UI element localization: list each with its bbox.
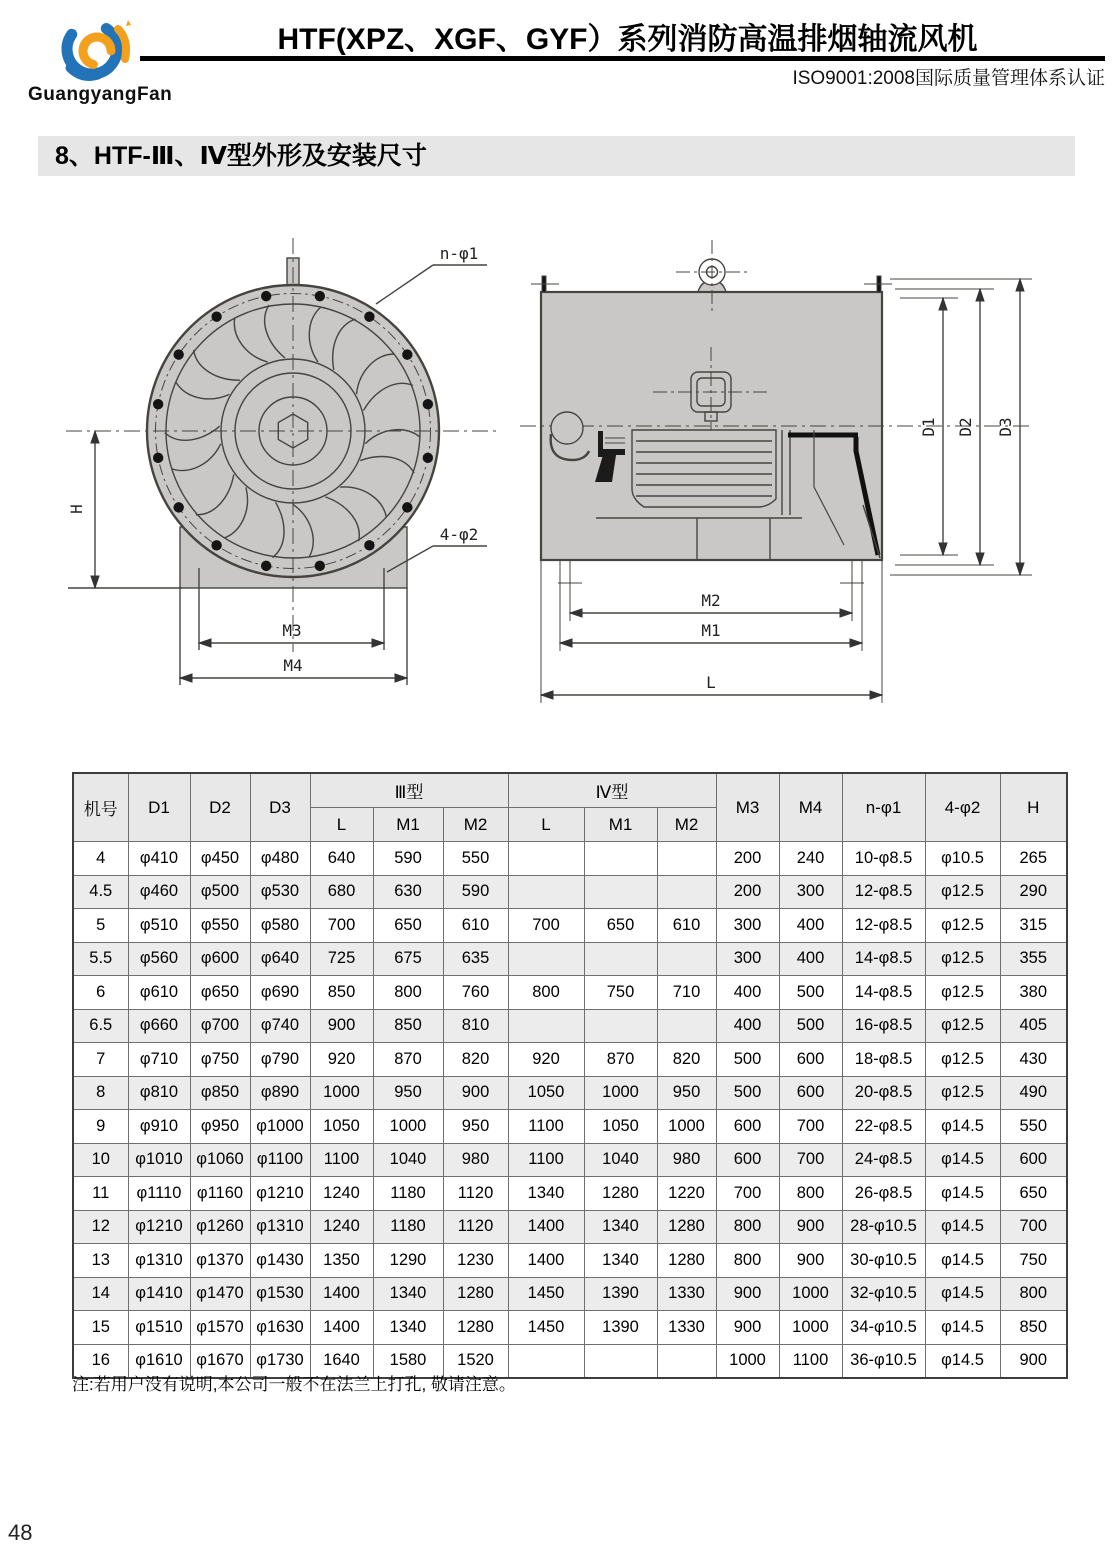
table-cell: 800: [373, 976, 443, 1010]
table-cell: 265: [1000, 842, 1067, 876]
table-cell: φ1470: [190, 1277, 250, 1311]
table-cell: 1280: [584, 1177, 657, 1211]
table-cell: 26-φ8.5: [842, 1177, 925, 1211]
table-cell: 900: [779, 1244, 842, 1278]
table-cell: 300: [716, 909, 779, 943]
table-cell: 9: [73, 1110, 128, 1144]
col-header-n-phi1: n-φ1: [842, 773, 925, 842]
table-cell: 1000: [373, 1110, 443, 1144]
table-cell: φ10.5: [925, 842, 1000, 876]
table-cell: 1050: [508, 1076, 584, 1110]
table-cell: 610: [443, 909, 508, 943]
table-row: [73, 1143, 1067, 1177]
table-cell: φ1570: [190, 1311, 250, 1345]
table-cell: [508, 875, 584, 909]
table-cell: 700: [1000, 1210, 1067, 1244]
table-cell: 820: [657, 1043, 716, 1077]
table-cell: 1180: [373, 1210, 443, 1244]
table-cell: φ1610: [128, 1344, 190, 1378]
table-cell: 500: [779, 1009, 842, 1043]
table-cell: 820: [443, 1043, 508, 1077]
table-cell: φ1630: [250, 1311, 310, 1345]
table-cell: 400: [779, 909, 842, 943]
table-cell: φ1430: [250, 1244, 310, 1278]
table-cell: 600: [1000, 1143, 1067, 1177]
table-cell: 700: [779, 1143, 842, 1177]
table-cell: 1390: [584, 1277, 657, 1311]
table-cell: 1120: [443, 1210, 508, 1244]
table-cell: φ1730: [250, 1344, 310, 1378]
table-cell: [584, 942, 657, 976]
table-cell: 5.5: [73, 942, 128, 976]
table-row: [73, 1210, 1067, 1244]
dim-label-m4: M4: [283, 656, 303, 675]
table-cell: φ1410: [128, 1277, 190, 1311]
col-header-type3: Ⅲ型: [310, 773, 508, 808]
table-cell: 700: [508, 909, 584, 943]
table-cell: 870: [584, 1043, 657, 1077]
table-cell: φ1310: [250, 1210, 310, 1244]
table-cell: 900: [310, 1009, 373, 1043]
col-header-l-type4: L: [508, 808, 584, 842]
table-cell: 1280: [443, 1277, 508, 1311]
table-cell: 870: [373, 1043, 443, 1077]
col-header-m2-type3: M2: [443, 808, 508, 842]
table-cell: 550: [443, 842, 508, 876]
table-row: [73, 1076, 1067, 1110]
table-cell: φ460: [128, 875, 190, 909]
table-cell: φ950: [190, 1110, 250, 1144]
table-cell: 24-φ8.5: [842, 1143, 925, 1177]
table-cell: 1400: [508, 1210, 584, 1244]
table-cell: [657, 1009, 716, 1043]
table-cell: [584, 842, 657, 876]
table-cell: 1100: [508, 1143, 584, 1177]
table-cell: 800: [716, 1244, 779, 1278]
table-cell: φ1110: [128, 1177, 190, 1211]
table-cell: φ710: [128, 1043, 190, 1077]
table-row: [73, 1244, 1067, 1278]
table-cell: 20-φ8.5: [842, 1076, 925, 1110]
table-cell: 1240: [310, 1177, 373, 1211]
table-cell: 34-φ10.5: [842, 1311, 925, 1345]
table-cell: 14: [73, 1277, 128, 1311]
table-cell: 1040: [584, 1143, 657, 1177]
table-cell: 675: [373, 942, 443, 976]
table-cell: 300: [716, 942, 779, 976]
table-cell: φ14.5: [925, 1244, 1000, 1278]
table-cell: 12-φ8.5: [842, 875, 925, 909]
col-header-m2-type4: M2: [657, 808, 716, 842]
table-cell: 30-φ10.5: [842, 1244, 925, 1278]
table-cell: φ510: [128, 909, 190, 943]
table-cell: 1280: [443, 1311, 508, 1345]
table-cell: φ530: [250, 875, 310, 909]
dim-label-d3: D3: [996, 417, 1015, 437]
table-cell: 1000: [584, 1076, 657, 1110]
section-title-bar: [38, 136, 1075, 176]
table-cell: 1280: [657, 1244, 716, 1278]
table-cell: 1240: [310, 1210, 373, 1244]
table-cell: 700: [310, 909, 373, 943]
table-cell: 950: [373, 1076, 443, 1110]
motor: [632, 430, 776, 507]
table-cell: 16-φ8.5: [842, 1009, 925, 1043]
table-cell: 1400: [310, 1277, 373, 1311]
table-cell: φ1510: [128, 1311, 190, 1345]
table-cell: 900: [716, 1311, 779, 1345]
table-cell: φ1160: [190, 1177, 250, 1211]
table-cell: φ610: [128, 976, 190, 1010]
dim-label-l: L: [706, 673, 716, 692]
table-cell: 980: [443, 1143, 508, 1177]
table-cell: 1100: [310, 1143, 373, 1177]
table-cell: φ12.5: [925, 1009, 1000, 1043]
table-cell: 200: [716, 842, 779, 876]
table-cell: 1000: [310, 1076, 373, 1110]
table-cell: 28-φ10.5: [842, 1210, 925, 1244]
col-header-l-type3: L: [310, 808, 373, 842]
table-cell: 1340: [584, 1210, 657, 1244]
table-row: [73, 842, 1067, 876]
table-cell: 800: [1000, 1277, 1067, 1311]
table-cell: 750: [1000, 1244, 1067, 1278]
table-cell: 1340: [584, 1244, 657, 1278]
table-cell: 920: [508, 1043, 584, 1077]
table-cell: 1520: [443, 1344, 508, 1378]
table-cell: 1290: [373, 1244, 443, 1278]
table-cell: φ14.5: [925, 1277, 1000, 1311]
table-cell: 1330: [657, 1277, 716, 1311]
table-cell: 1000: [779, 1277, 842, 1311]
col-header-m1-type4: M1: [584, 808, 657, 842]
table-cell: 380: [1000, 976, 1067, 1010]
table-cell: φ480: [250, 842, 310, 876]
table-cell: φ14.5: [925, 1177, 1000, 1211]
table-cell: φ580: [250, 909, 310, 943]
table-cell: [657, 875, 716, 909]
table-cell: 1400: [508, 1244, 584, 1278]
table-cell: φ1210: [128, 1210, 190, 1244]
table-cell: 600: [716, 1143, 779, 1177]
table-cell: 1280: [657, 1210, 716, 1244]
table-cell: 12-φ8.5: [842, 909, 925, 943]
front-view-technical-drawing: [40, 232, 510, 702]
table-cell: φ12.5: [925, 875, 1000, 909]
table-cell: [657, 942, 716, 976]
table-cell: 850: [310, 976, 373, 1010]
table-cell: 200: [716, 875, 779, 909]
table-cell: 1450: [508, 1311, 584, 1345]
table-cell: 900: [1000, 1344, 1067, 1378]
table-cell: φ1310: [128, 1244, 190, 1278]
table-cell: 290: [1000, 875, 1067, 909]
table-cell: φ790: [250, 1043, 310, 1077]
dim-label-m1: M1: [701, 621, 721, 640]
table-cell: 4: [73, 842, 128, 876]
table-cell: 980: [657, 1143, 716, 1177]
col-header-h: H: [1000, 773, 1067, 842]
table-cell: φ1060: [190, 1143, 250, 1177]
table-cell: φ14.5: [925, 1311, 1000, 1345]
note-text: 注:若用户没有说明,本公司一般不在法兰上打孔, 敬请注意。: [72, 1375, 516, 1394]
table-cell: φ560: [128, 942, 190, 976]
table-cell: 640: [310, 842, 373, 876]
table-cell: 400: [779, 942, 842, 976]
dim-label-4-phi2: 4-φ2: [439, 525, 479, 544]
table-cell: [508, 1344, 584, 1378]
table-cell: 240: [779, 842, 842, 876]
table-cell: 13: [73, 1244, 128, 1278]
table-cell: [508, 842, 584, 876]
table-cell: 1340: [373, 1277, 443, 1311]
table-cell: 1450: [508, 1277, 584, 1311]
table-cell: 1100: [779, 1344, 842, 1378]
table-cell: 1340: [373, 1311, 443, 1345]
table-cell: φ1210: [250, 1177, 310, 1211]
table-header: [73, 773, 1067, 842]
dim-label-h: H: [67, 504, 86, 514]
table-cell: 600: [779, 1076, 842, 1110]
table-cell: [584, 1009, 657, 1043]
table-cell: 760: [443, 976, 508, 1010]
table-cell: φ1370: [190, 1244, 250, 1278]
table-cell: 1050: [310, 1110, 373, 1144]
table-cell: φ12.5: [925, 976, 1000, 1010]
table-cell: [584, 1344, 657, 1378]
dimension-table: [72, 772, 1068, 1379]
table-cell: 900: [779, 1210, 842, 1244]
table-row: [73, 942, 1067, 976]
table-cell: 1350: [310, 1244, 373, 1278]
table-cell: 900: [716, 1277, 779, 1311]
table-cell: [657, 842, 716, 876]
table-cell: 800: [716, 1210, 779, 1244]
table-cell: 4.5: [73, 875, 128, 909]
table-cell: φ14.5: [925, 1210, 1000, 1244]
table-cell: 635: [443, 942, 508, 976]
table-cell: 490: [1000, 1076, 1067, 1110]
table-cell: φ1260: [190, 1210, 250, 1244]
table-cell: φ690: [250, 976, 310, 1010]
col-header-model: 机号: [73, 773, 128, 842]
table-cell: 6: [73, 976, 128, 1010]
table-cell: 650: [584, 909, 657, 943]
table-cell: 800: [508, 976, 584, 1010]
table-cell: [657, 1344, 716, 1378]
certification-text: ISO9001:2008国际质量管理体系认证: [792, 68, 1105, 89]
table-cell: φ12.5: [925, 942, 1000, 976]
table-cell: 500: [716, 1076, 779, 1110]
table-cell: 10-φ8.5: [842, 842, 925, 876]
table-cell: φ600: [190, 942, 250, 976]
dim-label-n-phi1: n-φ1: [439, 244, 479, 263]
table-row: [73, 1311, 1067, 1345]
table-cell: φ640: [250, 942, 310, 976]
table-cell: 300: [779, 875, 842, 909]
table-cell: φ14.5: [925, 1143, 1000, 1177]
title-underline: [140, 56, 1105, 61]
table-cell: φ14.5: [925, 1344, 1000, 1378]
table-cell: 1120: [443, 1177, 508, 1211]
table-cell: 36-φ10.5: [842, 1344, 925, 1378]
table-cell: φ1530: [250, 1277, 310, 1311]
dim-label-m3: M3: [282, 621, 302, 640]
table-cell: 1390: [584, 1311, 657, 1345]
table-row: [73, 1177, 1067, 1211]
col-header-d1: D1: [128, 773, 190, 842]
dim-label-m2: M2: [701, 591, 721, 610]
table-cell: 810: [443, 1009, 508, 1043]
table-cell: 1040: [373, 1143, 443, 1177]
table-cell: 1330: [657, 1311, 716, 1345]
table-cell: 15: [73, 1311, 128, 1345]
table-cell: 1220: [657, 1177, 716, 1211]
table-cell: φ12.5: [925, 1076, 1000, 1110]
table-cell: 950: [443, 1110, 508, 1144]
table-cell: φ740: [250, 1009, 310, 1043]
table-cell: 500: [716, 1043, 779, 1077]
table-cell: φ890: [250, 1076, 310, 1110]
table-cell: 1400: [310, 1311, 373, 1345]
logo-swirl-icon: [42, 12, 152, 86]
table-cell: 10: [73, 1143, 128, 1177]
table-cell: 11: [73, 1177, 128, 1211]
table-cell: 700: [779, 1110, 842, 1144]
table-cell: 14-φ8.5: [842, 976, 925, 1010]
page-title: HTF(XPZ、XGF、GYF）系列消防高温排烟轴流风机: [277, 23, 978, 56]
table-cell: 590: [443, 875, 508, 909]
table-cell: φ910: [128, 1110, 190, 1144]
table-cell: 950: [657, 1076, 716, 1110]
dim-label-d2: D2: [956, 417, 975, 437]
table-row: [73, 1009, 1067, 1043]
table-cell: φ1000: [250, 1110, 310, 1144]
table-cell: 5: [73, 909, 128, 943]
table-cell: 1640: [310, 1344, 373, 1378]
table-cell: φ450: [190, 842, 250, 876]
table-row: [73, 1043, 1067, 1077]
table-cell: 355: [1000, 942, 1067, 976]
table-cell: 920: [310, 1043, 373, 1077]
table-cell: 650: [373, 909, 443, 943]
table-cell: 22-φ8.5: [842, 1110, 925, 1144]
table-cell: φ12.5: [925, 1043, 1000, 1077]
table-cell: 850: [373, 1009, 443, 1043]
table-cell: 1340: [508, 1177, 584, 1211]
table-body: [73, 842, 1067, 1379]
section-title: 8、HTF-Ⅲ、Ⅳ型外形及安装尺寸: [55, 142, 427, 170]
table-cell: φ1670: [190, 1344, 250, 1378]
table-cell: φ500: [190, 875, 250, 909]
table-cell: 16: [73, 1344, 128, 1378]
table-cell: φ850: [190, 1076, 250, 1110]
table-cell: [584, 875, 657, 909]
table-cell: [508, 942, 584, 976]
page-number: 48: [8, 1520, 33, 1545]
table-cell: φ810: [128, 1076, 190, 1110]
table-cell: 550: [1000, 1110, 1067, 1144]
table-cell: 400: [716, 1009, 779, 1043]
col-header-type4: Ⅳ型: [508, 773, 716, 808]
table-cell: 14-φ8.5: [842, 942, 925, 976]
table-cell: 1000: [716, 1344, 779, 1378]
table-cell: φ14.5: [925, 1110, 1000, 1144]
table-cell: φ550: [190, 909, 250, 943]
side-view-technical-drawing: [518, 235, 1078, 715]
table-cell: 8: [73, 1076, 128, 1110]
col-header-d2: D2: [190, 773, 250, 842]
table-cell: 750: [584, 976, 657, 1010]
table-cell: 12: [73, 1210, 128, 1244]
table-cell: 1050: [584, 1110, 657, 1144]
col-header-m4: M4: [779, 773, 842, 842]
logo-text: GuangyangFan: [28, 84, 173, 105]
table-cell: 710: [657, 976, 716, 1010]
table-cell: 1000: [657, 1110, 716, 1144]
table-cell: 600: [779, 1043, 842, 1077]
table-cell: φ1010: [128, 1143, 190, 1177]
table-cell: [508, 1009, 584, 1043]
table-cell: 590: [373, 842, 443, 876]
table-cell: 900: [443, 1076, 508, 1110]
table-cell: 600: [716, 1110, 779, 1144]
table-cell: φ410: [128, 842, 190, 876]
table-cell: 650: [1000, 1177, 1067, 1211]
table-row: [73, 875, 1067, 909]
col-header-m1-type3: M1: [373, 808, 443, 842]
table-cell: 1180: [373, 1177, 443, 1211]
table-cell: φ750: [190, 1043, 250, 1077]
table-cell: 400: [716, 976, 779, 1010]
table-cell: 1230: [443, 1244, 508, 1278]
table-cell: 1580: [373, 1344, 443, 1378]
table-cell: 850: [1000, 1311, 1067, 1345]
table-cell: 610: [657, 909, 716, 943]
table-row: [73, 1110, 1067, 1144]
table-cell: φ660: [128, 1009, 190, 1043]
table-cell: 700: [716, 1177, 779, 1211]
table-row: [73, 909, 1067, 943]
table-cell: 405: [1000, 1009, 1067, 1043]
table-cell: φ12.5: [925, 909, 1000, 943]
table-cell: 7: [73, 1043, 128, 1077]
table-cell: 315: [1000, 909, 1067, 943]
dim-label-d1: D1: [919, 417, 938, 437]
table-cell: 680: [310, 875, 373, 909]
table-row: [73, 1277, 1067, 1311]
table-cell: 725: [310, 942, 373, 976]
table-cell: 1100: [508, 1110, 584, 1144]
col-header-m3: M3: [716, 773, 779, 842]
table-cell: 18-φ8.5: [842, 1043, 925, 1077]
table-cell: φ1100: [250, 1143, 310, 1177]
table-cell: φ700: [190, 1009, 250, 1043]
table-cell: 430: [1000, 1043, 1067, 1077]
col-header-4-phi2: 4-φ2: [925, 773, 1000, 842]
table-cell: 1000: [779, 1311, 842, 1345]
table-cell: 630: [373, 875, 443, 909]
table-cell: 500: [779, 976, 842, 1010]
col-header-d3: D3: [250, 773, 310, 842]
table-row: [73, 976, 1067, 1010]
table-cell: 6.5: [73, 1009, 128, 1043]
table-cell: 800: [779, 1177, 842, 1211]
table-cell: 32-φ10.5: [842, 1277, 925, 1311]
table-cell: φ650: [190, 976, 250, 1010]
